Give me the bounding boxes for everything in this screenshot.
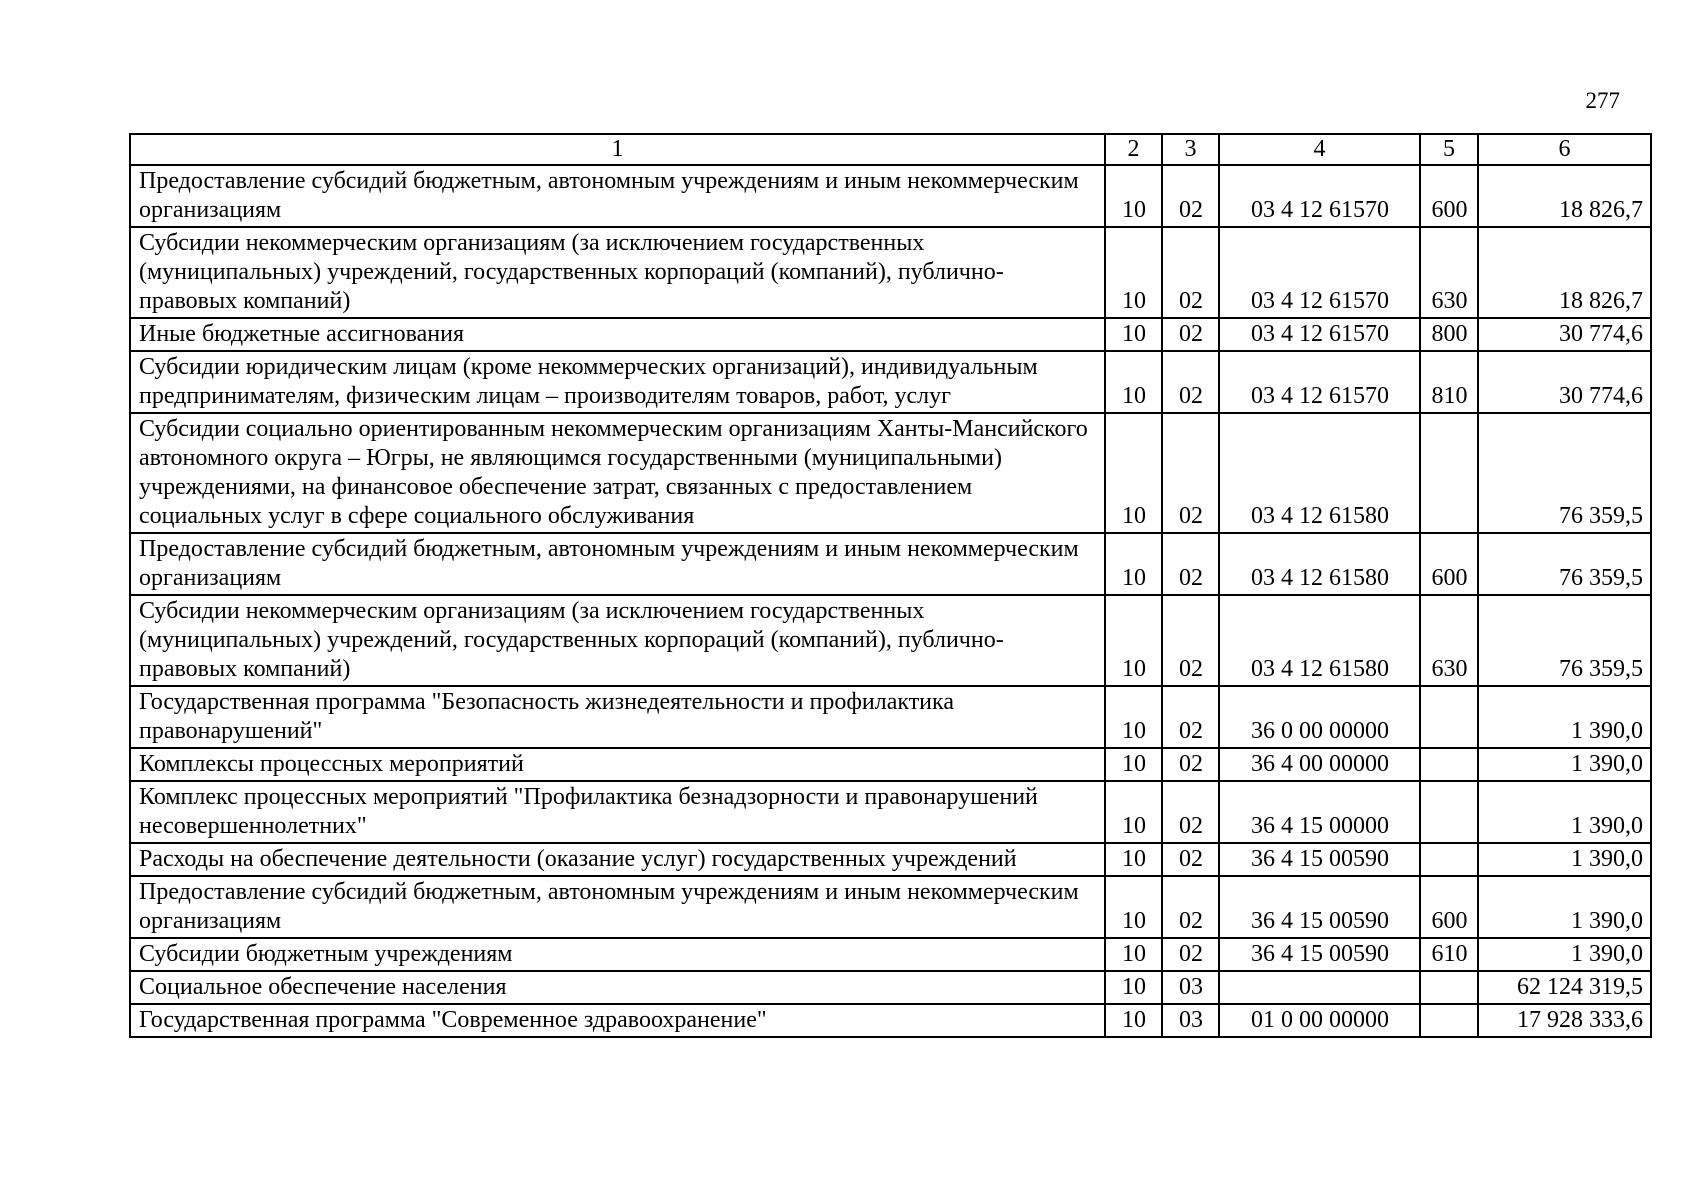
row-subsection-cell: 02 — [1162, 351, 1219, 413]
row-target-article-cell: 03 4 12 61570 — [1219, 351, 1420, 413]
row-target-article-cell: 36 4 15 00590 — [1219, 876, 1420, 938]
row-expense-type-cell: 600 — [1420, 165, 1478, 227]
row-subsection-cell: 02 — [1162, 876, 1219, 938]
row-subsection-cell: 03 — [1162, 971, 1219, 1004]
row-name-cell: Предоставление субсидий бюджетным, автономным учреждениям и иным некоммерческим организациям — [130, 876, 1105, 938]
row-target-article-cell: 03 4 12 61580 — [1219, 533, 1420, 595]
table-row — [130, 227, 1651, 318]
row-subsection-cell: 02 — [1162, 686, 1219, 748]
row-subsection-cell: 02 — [1162, 318, 1219, 351]
row-target-article-cell: 36 4 15 00590 — [1219, 843, 1420, 876]
row-name-cell: Социальное обеспечение населения — [130, 971, 1105, 1004]
table-row — [130, 413, 1651, 533]
row-subsection-cell: 02 — [1162, 843, 1219, 876]
row-expense-type-cell: 810 — [1420, 351, 1478, 413]
row-section-cell: 10 — [1105, 595, 1162, 686]
table-row — [130, 971, 1651, 1004]
row-amount-cell: 1 390,0 — [1478, 876, 1651, 938]
row-target-article-cell: 03 4 12 61570 — [1219, 318, 1420, 351]
header-col-5: 5 — [1420, 134, 1478, 165]
row-section-cell: 10 — [1105, 938, 1162, 971]
row-subsection-cell: 02 — [1162, 165, 1219, 227]
row-amount-cell: 18 826,7 — [1478, 227, 1651, 318]
header-col-2: 2 — [1105, 134, 1162, 165]
header-col-6: 6 — [1478, 134, 1651, 165]
table-row — [130, 781, 1651, 843]
table-row — [130, 165, 1651, 227]
table-row — [130, 748, 1651, 781]
table-body — [130, 165, 1651, 1037]
row-subsection-cell: 02 — [1162, 227, 1219, 318]
row-amount-cell: 30 774,6 — [1478, 351, 1651, 413]
row-expense-type-cell — [1420, 686, 1478, 748]
table-row — [130, 843, 1651, 876]
row-target-article-cell: 03 4 12 61570 — [1219, 165, 1420, 227]
row-name-cell: Комплексы процессных мероприятий — [130, 748, 1105, 781]
row-section-cell: 10 — [1105, 843, 1162, 876]
table-row — [130, 533, 1651, 595]
row-amount-cell: 1 390,0 — [1478, 938, 1651, 971]
row-name-cell: Субсидии некоммерческим организациям (за исключением государственных (муниципальных) учреждений, государственных корпораций (компаний), публично-правовых компаний) — [130, 227, 1105, 318]
table-row — [130, 351, 1651, 413]
row-subsection-cell: 02 — [1162, 938, 1219, 971]
table-row — [130, 876, 1651, 938]
row-name-cell: Субсидии некоммерческим организациям (за исключением государственных (муниципальных) учреждений, государственных корпораций (компаний), публично-правовых компаний) — [130, 595, 1105, 686]
row-name-cell: Субсидии бюджетным учреждениям — [130, 938, 1105, 971]
row-expense-type-cell: 600 — [1420, 876, 1478, 938]
row-name-cell: Расходы на обеспечение деятельности (оказание услуг) государственных учреждений — [130, 843, 1105, 876]
row-section-cell: 10 — [1105, 413, 1162, 533]
row-name-cell: Государственная программа "Современное здравоохранение" — [130, 1004, 1105, 1037]
row-expense-type-cell — [1420, 971, 1478, 1004]
row-section-cell: 10 — [1105, 781, 1162, 843]
table-row — [130, 686, 1651, 748]
row-section-cell: 10 — [1105, 227, 1162, 318]
row-section-cell: 10 — [1105, 533, 1162, 595]
row-target-article-cell: 36 4 00 00000 — [1219, 748, 1420, 781]
row-section-cell: 10 — [1105, 748, 1162, 781]
row-expense-type-cell — [1420, 843, 1478, 876]
row-name-cell: Государственная программа "Безопасность жизнедеятельности и профилактика правонарушений" — [130, 686, 1105, 748]
row-name-cell: Субсидии юридическим лицам (кроме некоммерческих организаций), индивидуальным предпринимателям, физическим лицам – производителям товаров, работ, услуг — [130, 351, 1105, 413]
row-target-article-cell: 36 0 00 00000 — [1219, 686, 1420, 748]
row-expense-type-cell: 800 — [1420, 318, 1478, 351]
row-subsection-cell: 02 — [1162, 781, 1219, 843]
row-expense-type-cell — [1420, 748, 1478, 781]
budget-table — [129, 133, 1652, 1038]
row-section-cell: 10 — [1105, 1004, 1162, 1037]
row-section-cell: 10 — [1105, 351, 1162, 413]
row-name-cell: Субсидии социально ориентированным некоммерческим организациям Ханты-Мансийского автономного округа – Югры, не являющимся государственными (муниципальными) учреждениями, на финансовое обеспечение затрат, связанных с предоставлением социальных услуг в сфере социального обслуживания — [130, 413, 1105, 533]
row-amount-cell: 18 826,7 — [1478, 165, 1651, 227]
row-section-cell: 10 — [1105, 971, 1162, 1004]
row-target-article-cell: 36 4 15 00000 — [1219, 781, 1420, 843]
row-section-cell: 10 — [1105, 318, 1162, 351]
table-row — [130, 1004, 1651, 1037]
row-target-article-cell: 03 4 12 61570 — [1219, 227, 1420, 318]
row-target-article-cell: 03 4 12 61580 — [1219, 595, 1420, 686]
table-row — [130, 318, 1651, 351]
row-expense-type-cell: 630 — [1420, 227, 1478, 318]
row-target-article-cell: 03 4 12 61580 — [1219, 413, 1420, 533]
row-amount-cell: 76 359,5 — [1478, 413, 1651, 533]
row-subsection-cell: 02 — [1162, 748, 1219, 781]
row-amount-cell: 1 390,0 — [1478, 843, 1651, 876]
row-name-cell: Иные бюджетные ассигнования — [130, 318, 1105, 351]
header-col-1: 1 — [130, 134, 1105, 165]
row-name-cell: Предоставление субсидий бюджетным, автономным учреждениям и иным некоммерческим организациям — [130, 165, 1105, 227]
row-expense-type-cell: 610 — [1420, 938, 1478, 971]
row-amount-cell: 62 124 319,5 — [1478, 971, 1651, 1004]
row-amount-cell: 17 928 333,6 — [1478, 1004, 1651, 1037]
row-name-cell: Комплекс процессных мероприятий "Профилактика безнадзорности и правонарушений несовершеннолетних" — [130, 781, 1105, 843]
table-row — [130, 938, 1651, 971]
row-amount-cell: 1 390,0 — [1478, 781, 1651, 843]
table-row — [130, 595, 1651, 686]
row-subsection-cell: 02 — [1162, 595, 1219, 686]
row-subsection-cell: 02 — [1162, 413, 1219, 533]
row-name-cell: Предоставление субсидий бюджетным, автономным учреждениям и иным некоммерческим организациям — [130, 533, 1105, 595]
header-col-3: 3 — [1162, 134, 1219, 165]
page-number: 277 — [1585, 88, 1620, 113]
row-section-cell: 10 — [1105, 876, 1162, 938]
row-target-article-cell: 01 0 00 00000 — [1219, 1004, 1420, 1037]
row-subsection-cell: 03 — [1162, 1004, 1219, 1037]
row-amount-cell: 30 774,6 — [1478, 318, 1651, 351]
row-expense-type-cell — [1420, 413, 1478, 533]
row-subsection-cell: 02 — [1162, 533, 1219, 595]
row-amount-cell: 1 390,0 — [1478, 748, 1651, 781]
row-target-article-cell — [1219, 971, 1420, 1004]
row-section-cell: 10 — [1105, 165, 1162, 227]
row-target-article-cell: 36 4 15 00590 — [1219, 938, 1420, 971]
row-section-cell: 10 — [1105, 686, 1162, 748]
row-amount-cell: 76 359,5 — [1478, 533, 1651, 595]
header-col-4: 4 — [1219, 134, 1420, 165]
row-amount-cell: 1 390,0 — [1478, 686, 1651, 748]
row-expense-type-cell: 630 — [1420, 595, 1478, 686]
row-expense-type-cell: 600 — [1420, 533, 1478, 595]
row-expense-type-cell — [1420, 1004, 1478, 1037]
row-amount-cell: 76 359,5 — [1478, 595, 1651, 686]
row-expense-type-cell — [1420, 781, 1478, 843]
table-header-row — [130, 134, 1651, 165]
